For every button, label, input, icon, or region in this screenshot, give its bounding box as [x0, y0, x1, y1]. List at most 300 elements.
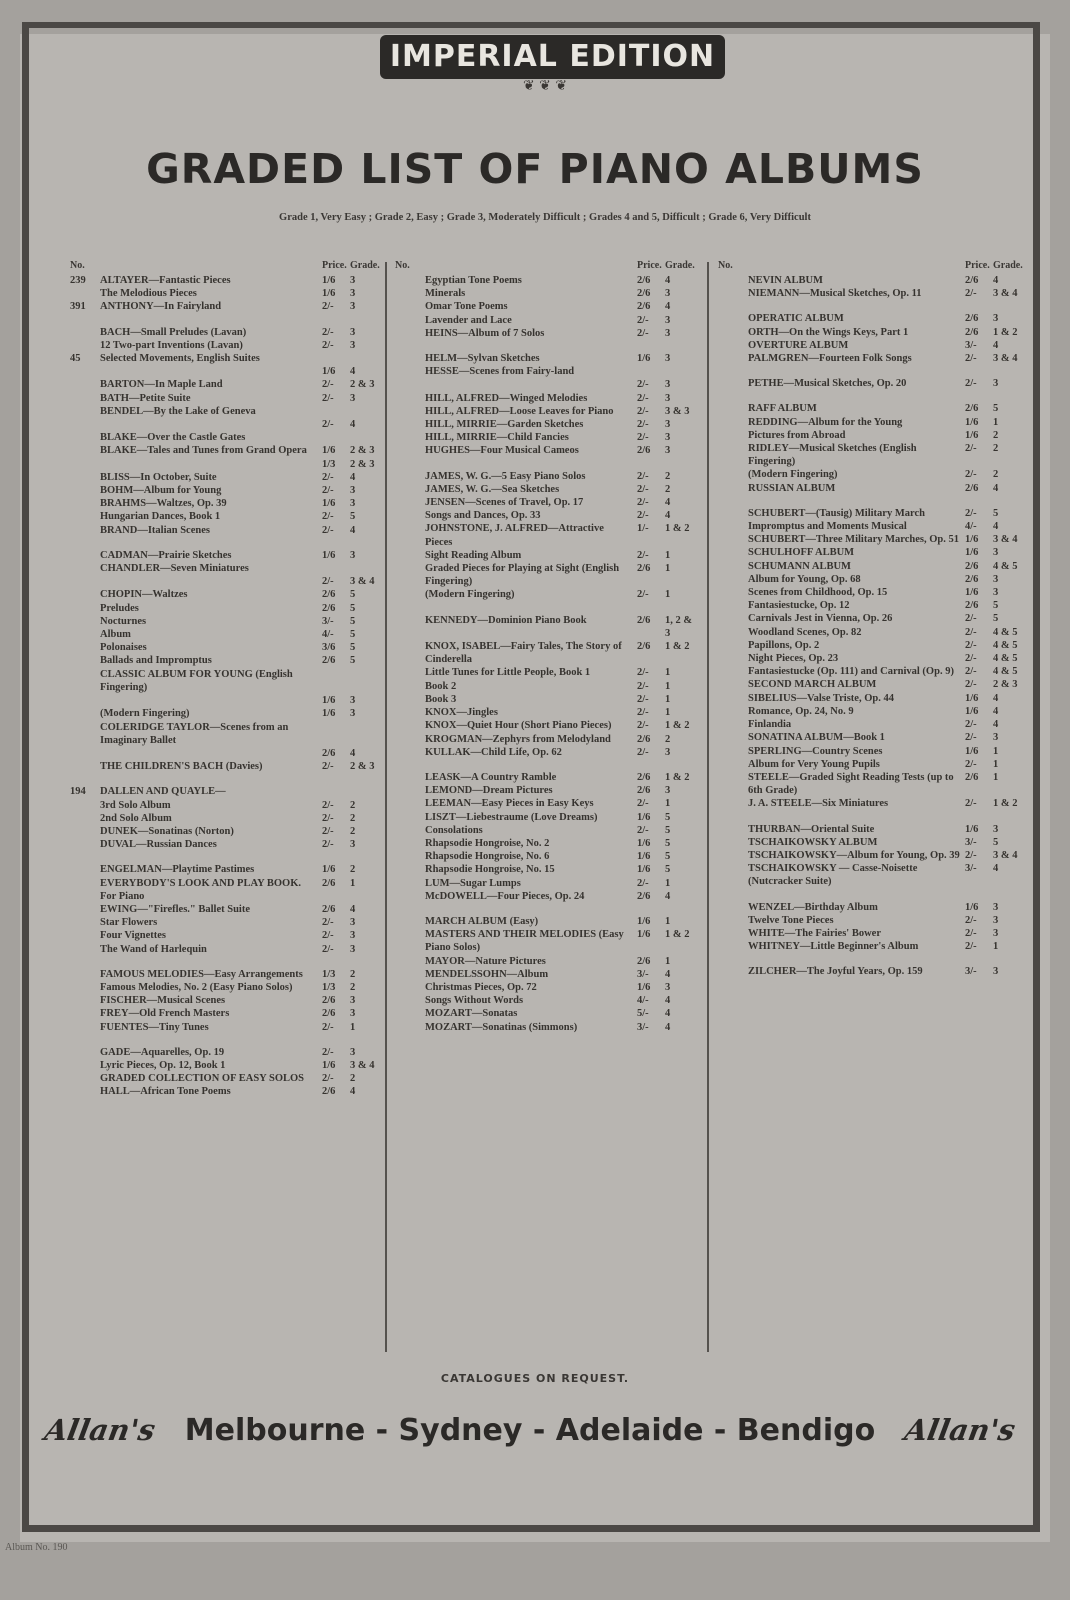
- album-number-cell: [395, 733, 425, 746]
- catalogue-note: CATALOGUES ON REQUEST.: [440, 1372, 630, 1385]
- album-price: 1/6: [637, 851, 651, 863]
- album-entry: [718, 836, 1023, 849]
- album-grade: 4 & 5: [993, 560, 1018, 572]
- album-entry: [70, 1085, 380, 1098]
- album-grade: [350, 352, 380, 365]
- album-price: 2/-: [322, 761, 334, 773]
- album-title: WHITE—The Fairies' Bower: [748, 927, 881, 939]
- album-title: OPERATIC ALBUM: [748, 313, 844, 325]
- album-price: 2/6: [965, 771, 979, 783]
- album-number-cell: [395, 588, 425, 601]
- album-price: [322, 785, 350, 798]
- album-grade: 4: [993, 863, 999, 875]
- album-grade: 5: [993, 836, 999, 848]
- album-grade: 3: [665, 327, 671, 339]
- album-price: 2/-: [637, 693, 649, 705]
- album-number-cell: [395, 850, 425, 863]
- album-number-cell: [718, 533, 748, 546]
- album-title: Album for Very Young Pupils: [748, 758, 880, 770]
- album-price: 2/6: [322, 747, 336, 759]
- album-entry: [70, 1059, 380, 1072]
- album-title: RIDLEY—Musical Sketches (English Fingering): [748, 443, 917, 468]
- album-price: 4/-: [637, 995, 649, 1007]
- album-grade: 1: [665, 549, 671, 561]
- album-grade: 4: [665, 497, 671, 509]
- album-price: 5/-: [637, 1008, 649, 1020]
- album-number-cell: [70, 431, 100, 444]
- album-entry: [70, 694, 380, 707]
- column-divider: [707, 262, 709, 1352]
- album-title: BLAKE—Over the Castle Gates: [100, 432, 246, 444]
- album-price: 2/6: [322, 995, 336, 1007]
- album-number-cell: [70, 1059, 100, 1072]
- album-grade: 1: [665, 955, 671, 967]
- album-number-cell: [395, 314, 425, 327]
- album-number-cell: [70, 994, 100, 1007]
- album-entry: [395, 640, 695, 666]
- album-grade: 5: [350, 655, 356, 667]
- album-title: MARCH ALBUM (Easy): [425, 915, 539, 927]
- album-grade: 3: [993, 587, 999, 599]
- album-entry: [395, 418, 695, 431]
- album-number-cell: [70, 287, 100, 300]
- album-price: 2/-: [637, 680, 649, 692]
- album-entry: [395, 405, 695, 418]
- album-title: EWING—"Firefles." Ballet Suite: [100, 903, 250, 915]
- album-title: NEVIN ALBUM: [748, 275, 823, 286]
- album-price: 1/-: [637, 523, 649, 535]
- album-price: 2/-: [965, 666, 977, 678]
- album-entry: [70, 943, 380, 956]
- album-title: Book 3: [425, 693, 457, 705]
- album-price: 1/6: [965, 429, 979, 441]
- album-title: PALMGREN—Fourteen Folk Songs: [748, 353, 912, 365]
- album-grade: 5: [350, 511, 356, 523]
- album-price: [322, 668, 350, 694]
- album-price: 2/-: [322, 524, 334, 536]
- album-grade: 4: [993, 275, 999, 286]
- album-title: LUM—Sugar Lumps: [425, 877, 521, 889]
- album-number-cell: [70, 588, 100, 601]
- album-entry: [70, 365, 380, 378]
- section-gap: [70, 956, 380, 968]
- album-number-cell: [395, 680, 425, 693]
- album-grade: 3 & 4: [993, 534, 1018, 546]
- album-title: MOZART—Sonatinas (Simmons): [425, 1021, 578, 1033]
- album-grade: 1: [665, 877, 671, 889]
- album-title: ORTH—On the Wings Keys, Part 1: [748, 326, 909, 338]
- album-grade: 3: [350, 288, 356, 300]
- album-number-cell: [395, 746, 425, 759]
- album-grade: 4: [993, 339, 999, 351]
- album-grade: 4: [665, 1008, 671, 1020]
- album-number-cell: [395, 666, 425, 679]
- album-title: LEMOND—Dream Pictures: [425, 785, 553, 797]
- col-head-no: No.: [718, 260, 733, 271]
- album-price: 3/-: [637, 1021, 649, 1033]
- album-title: BRAND—Italian Scenes: [100, 524, 210, 536]
- album-number-cell: [718, 520, 748, 533]
- album-entry: [70, 287, 380, 300]
- album-entry: [395, 890, 695, 903]
- album-number-cell: [395, 928, 425, 954]
- album-title: [425, 378, 637, 391]
- album-grade: 3: [665, 445, 671, 457]
- album-entry: [70, 838, 380, 851]
- album-title: SPERLING—Country Scenes: [748, 745, 883, 757]
- album-number-cell: [718, 914, 748, 927]
- section-gap: [718, 811, 1023, 823]
- album-title: SONATINA ALBUM—Book 1: [748, 732, 885, 744]
- album-number-cell: [70, 1021, 100, 1034]
- album-price: 2/6: [637, 955, 651, 967]
- album-price: 2/-: [965, 613, 977, 625]
- album-entry: [70, 863, 380, 876]
- album-grade: 3 & 3: [665, 405, 690, 417]
- album-title: 2nd Solo Album: [100, 812, 172, 824]
- album-entry: [718, 560, 1023, 573]
- album-grade: 5: [993, 403, 999, 415]
- album-entry: [395, 365, 695, 378]
- album-grade: 2: [350, 812, 356, 824]
- album-number-cell: [395, 496, 425, 509]
- album-title: CHOPIN—Waltzes: [100, 589, 188, 601]
- album-title: MAYOR—Nature Pictures: [425, 955, 546, 967]
- album-price: 1/6: [637, 915, 651, 927]
- album-price: [322, 352, 350, 365]
- album-grade: 3: [350, 839, 356, 851]
- album-entry: [395, 746, 695, 759]
- album-grade: 3: [993, 823, 999, 835]
- album-entry: [718, 745, 1023, 758]
- section-gap: [718, 300, 1023, 312]
- album-entry: [395, 470, 695, 483]
- album-entry: [395, 994, 695, 1007]
- album-title: GRADED COLLECTION OF EASY SOLOS: [100, 1073, 305, 1085]
- album-title: KROGMAN—Zephyrs from Melodyland: [425, 733, 611, 745]
- album-number-cell: [718, 326, 748, 339]
- album-entry: [718, 442, 1023, 468]
- album-price: 2/-: [965, 927, 977, 939]
- section-gap: [718, 365, 1023, 377]
- album-title: HILL, ALFRED—Winged Melodies: [425, 392, 588, 404]
- album-title: JAMES, W. G.—5 Easy Piano Solos: [425, 470, 586, 482]
- album-number-cell: [718, 586, 748, 599]
- album-number-cell: [718, 599, 748, 612]
- album-grade: 4: [993, 705, 999, 717]
- album-grade: 3: [350, 695, 356, 707]
- album-grade: [350, 668, 380, 694]
- album-title: Sight Reading Album: [425, 549, 522, 561]
- album-price: [322, 405, 350, 418]
- album-entry: [395, 824, 695, 837]
- album-entry: [70, 274, 380, 287]
- album-grade: 1 & 2: [665, 929, 690, 941]
- album-title: Album: [100, 629, 131, 641]
- album-title: DALLEN AND QUAYLE—: [100, 786, 226, 798]
- album-price: 2/-: [637, 392, 649, 404]
- album-number-cell: [70, 549, 100, 562]
- album-title: Night Pieces, Op. 23: [748, 653, 839, 665]
- album-price: 2/6: [965, 275, 979, 286]
- album-entry: [70, 877, 380, 903]
- album-title: RAFF ALBUM: [748, 403, 817, 415]
- album-title: SCHUBERT—(Tausig) Military March: [748, 507, 925, 519]
- album-grade: 4: [350, 366, 356, 378]
- album-price: 1/6: [637, 353, 651, 365]
- album-price: 1/6: [965, 416, 979, 428]
- album-title: HILL, MIRRIE—Garden Sketches: [425, 419, 584, 431]
- album-title: KENNEDY—Dominion Piano Book: [425, 614, 587, 626]
- album-entry: [718, 927, 1023, 940]
- album-price: 2/-: [965, 758, 977, 770]
- album-title: ENGELMAN—Playtime Pastimes: [100, 864, 255, 876]
- album-number-cell: [70, 444, 100, 457]
- album-number-cell: [718, 468, 748, 481]
- album-title: J. A. STEELE—Six Miniatures: [748, 798, 889, 810]
- imperial-edition-banner: IMPERIAL EDITION: [380, 35, 725, 79]
- album-grade: [665, 365, 695, 378]
- album-grade: 4 & 5: [993, 666, 1018, 678]
- album-title: Songs Without Words: [425, 995, 524, 1007]
- album-price: 2/-: [322, 1073, 334, 1085]
- section-gap: [395, 759, 695, 771]
- album-title: BRAHMS—Waltzes, Op. 39: [100, 498, 227, 510]
- album-number-cell: [718, 797, 748, 810]
- album-number-cell: [70, 812, 100, 825]
- album-grade: 3: [993, 966, 999, 978]
- album-title: [100, 458, 322, 471]
- album-price: 2/-: [322, 576, 334, 588]
- album-grade: 5: [350, 642, 356, 654]
- album-grade: 2: [350, 968, 356, 980]
- album-title: FREY—Old French Masters: [100, 1008, 230, 1020]
- album-entry: [718, 533, 1023, 546]
- album-number-cell: [70, 838, 100, 851]
- grade-key: Grade 1, Very Easy ; Grade 2, Easy ; Grade 3, Moderately Difficult ; Grades 4 and 5, Difficult ; Grade 6, Very Difficult: [279, 212, 811, 223]
- album-number-cell: [70, 628, 100, 641]
- album-number-cell: [718, 705, 748, 718]
- album-number-cell: [718, 352, 748, 365]
- album-number-cell: [395, 955, 425, 968]
- album-grade: 2: [350, 825, 356, 837]
- album-grade: 4: [993, 719, 999, 731]
- album-number-cell: [718, 626, 748, 639]
- album-entry: [718, 705, 1023, 718]
- album-title: Graded Pieces for Playing at Sight (English Fingering): [425, 563, 620, 588]
- album-title: Album for Young, Op. 68: [748, 573, 861, 585]
- album-grade: 4: [665, 890, 671, 902]
- section-gap: [70, 773, 380, 785]
- album-title: Four Vignettes: [100, 930, 167, 942]
- album-grade: 5: [350, 602, 356, 614]
- album-entry: [718, 429, 1023, 442]
- album-grade: 5: [665, 851, 671, 863]
- album-title: BATH—Petite Suite: [100, 392, 191, 404]
- album-grade: 2: [350, 864, 356, 876]
- album-number-cell: [70, 471, 100, 484]
- album-title: STEELE—Graded Sight Reading Tests (up to 6th Grade): [748, 771, 954, 797]
- album-price: 2/-: [965, 719, 977, 731]
- album-number-cell: [718, 836, 748, 849]
- album-entry: [70, 747, 380, 760]
- album-title: NIEMANN—Musical Sketches, Op. 11: [748, 288, 922, 300]
- album-entry: [718, 482, 1023, 495]
- album-entry: [718, 468, 1023, 481]
- album-title: TSCHAIKOWSKY ALBUM: [748, 836, 878, 848]
- album-entry: [70, 929, 380, 942]
- album-number-cell: [395, 877, 425, 890]
- album-grade: 1 & 2: [993, 326, 1018, 338]
- album-entry: [70, 339, 380, 352]
- album-title: BLISS—In October, Suite: [100, 471, 217, 483]
- album-number-cell: [718, 442, 748, 468]
- album-number-cell: [395, 562, 425, 588]
- album-list: [70, 274, 380, 1099]
- album-title: Woodland Scenes, Op. 82: [748, 626, 862, 638]
- album-price: 2/-: [322, 825, 334, 837]
- album-number-cell: [718, 927, 748, 940]
- album-price: 2/-: [637, 720, 649, 732]
- album-title: CADMAN—Prairie Sketches: [100, 549, 232, 561]
- album-price: 2/-: [322, 799, 334, 811]
- album-entry: [70, 812, 380, 825]
- album-price: 2/-: [322, 917, 334, 929]
- album-title: Rhapsodie Hongroise, No. 6: [425, 851, 550, 863]
- album-number-cell: [70, 484, 100, 497]
- album-entry: [70, 981, 380, 994]
- album-number-cell: [395, 405, 425, 418]
- album-entry: [718, 402, 1023, 415]
- album-price: 2/-: [637, 314, 649, 326]
- album-price: 2/6: [965, 482, 979, 494]
- album-grade: 5: [665, 824, 671, 836]
- col-head-grade: Grade.: [350, 260, 380, 271]
- album-number-cell: [718, 546, 748, 559]
- album-price: 1/6: [637, 864, 651, 876]
- album-grade: 5: [993, 600, 999, 612]
- album-number-cell: [70, 615, 100, 628]
- album-title: HALL—African Tone Poems: [100, 1086, 231, 1098]
- album-grade: 3: [993, 313, 999, 325]
- album-entry: [70, 510, 380, 523]
- allans-logo: Allan's: [42, 1413, 158, 1447]
- album-price: 1/6: [637, 811, 651, 823]
- album-grade: 2 & 3: [350, 445, 375, 457]
- album-price: 1/6: [322, 1059, 336, 1071]
- album-title: TSCHAIKOWSKY—Album for Young, Op. 39: [748, 849, 960, 861]
- album-price: 2/-: [637, 470, 649, 482]
- album-number-cell: [70, 916, 100, 929]
- album-number-cell: [718, 652, 748, 665]
- album-title: Star Flowers: [100, 917, 158, 929]
- album-title: The Wand of Harlequin: [100, 943, 207, 955]
- album-price: 3/-: [322, 615, 334, 627]
- album-grade: 4: [993, 521, 999, 533]
- album-number-cell: [70, 929, 100, 942]
- album-price: 1/6: [965, 692, 979, 704]
- album-grade: 3: [350, 1008, 356, 1020]
- album-title: REDDING—Album for the Young: [748, 416, 903, 428]
- album-entry: [718, 326, 1023, 339]
- album-price: 2/-: [322, 485, 334, 497]
- album-number-cell: [395, 549, 425, 562]
- album-title: KNOX, ISABEL—Fairy Tales, The Story of Cinderella: [425, 641, 622, 666]
- album-title: Consolations: [425, 824, 483, 836]
- album-title: Lyric Pieces, Op. 12, Book 1: [100, 1059, 226, 1071]
- album-entry: [395, 955, 695, 968]
- album-grade: 2: [993, 469, 999, 481]
- album-entry: [70, 1007, 380, 1020]
- album-price: 2/-: [637, 483, 649, 495]
- album-title: Selected Movements, English Suites: [100, 353, 260, 365]
- album-title: PETHE—Musical Sketches, Op. 20: [748, 378, 907, 390]
- album-entry: [70, 378, 380, 391]
- album-grade: 1: [993, 771, 999, 783]
- album-price: 2/6: [965, 326, 979, 338]
- album-number-cell: [395, 784, 425, 797]
- column-header: [395, 258, 695, 274]
- album-grade: 5: [665, 837, 671, 849]
- album-number-cell: [395, 719, 425, 732]
- album-title: Fantasiestucke (Op. 111) and Carnival (Op. 9): [748, 666, 954, 678]
- album-number-cell: [70, 497, 100, 510]
- column-3: [718, 258, 1023, 979]
- album-price: [322, 431, 350, 444]
- album-price: 1/6: [322, 366, 336, 378]
- album-grade: 4: [350, 903, 356, 915]
- album-price: 1/3: [322, 968, 336, 980]
- album-number-cell: [70, 510, 100, 523]
- album-entry: [395, 733, 695, 746]
- album-number-cell: [718, 312, 748, 325]
- album-price: 2/6: [322, 1008, 336, 1020]
- album-entry: [395, 300, 695, 313]
- album-title: HELM—Sylvan Sketches: [425, 353, 540, 365]
- album-number-cell: [395, 509, 425, 522]
- album-price: 2/6: [637, 301, 651, 313]
- album-number-cell: [395, 706, 425, 719]
- album-entry: [395, 797, 695, 810]
- album-price: 2/6: [965, 560, 979, 572]
- album-grade: 4: [350, 524, 356, 536]
- album-grade: 3: [665, 379, 671, 391]
- album-grade: 4: [993, 482, 999, 494]
- album-number-cell: [70, 1046, 100, 1059]
- album-price: 2/-: [322, 379, 334, 391]
- album-entry: [718, 287, 1023, 300]
- album-grade: 3: [993, 378, 999, 390]
- album-number-cell: [395, 352, 425, 365]
- album-entry: [395, 444, 695, 457]
- album-grade: 4: [993, 692, 999, 704]
- album-number-cell: [70, 524, 100, 537]
- album-price: [322, 562, 350, 575]
- album-entry: [395, 614, 695, 640]
- album-title: LISZT—Liebestraume (Love Dreams): [425, 811, 598, 823]
- album-price: 2/6: [965, 313, 979, 325]
- album-grade: 4: [350, 747, 356, 759]
- album-price: [637, 365, 665, 378]
- album-price: 2/-: [965, 914, 977, 926]
- album-number-cell: [395, 1007, 425, 1020]
- section-gap: [70, 1034, 380, 1046]
- album-title: EVERYBODY'S LOOK AND PLAY BOOK. For Piano: [100, 877, 302, 902]
- album-price: 2/-: [322, 1021, 334, 1033]
- album-number-cell: [718, 560, 748, 573]
- album-price: 1/3: [322, 981, 336, 993]
- album-price: 2/-: [965, 849, 977, 861]
